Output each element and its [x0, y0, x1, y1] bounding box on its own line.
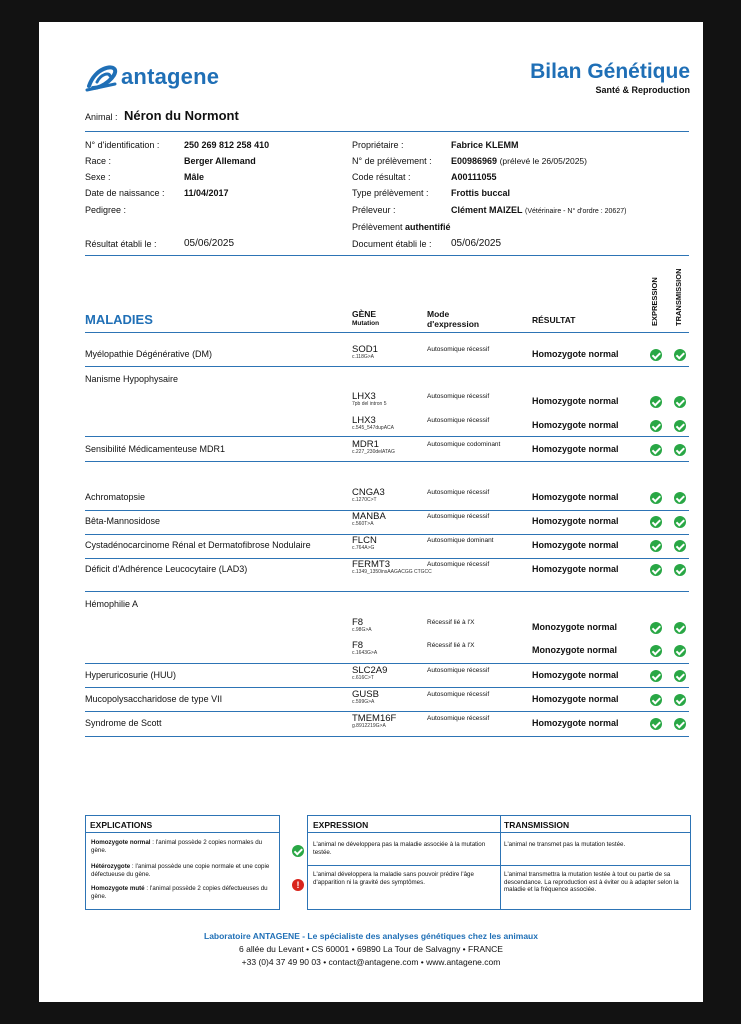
mutation-code: c.545_547dupACA: [352, 425, 394, 431]
result-value: Homozygote normal: [532, 492, 619, 502]
gene-name: LHX3: [352, 415, 376, 426]
row-divider: [85, 436, 689, 437]
expression-check-icon: [650, 645, 662, 657]
transmission-check-icon: [674, 718, 686, 730]
result-value: Homozygote normal: [532, 540, 619, 550]
disease-name: Nanisme Hypophysaire: [85, 374, 179, 384]
result-value: Monozygote normal: [532, 622, 617, 632]
info-label: N° de prélèvement :: [352, 156, 432, 166]
info-value: A00111055: [451, 172, 497, 182]
expression-check-icon: [650, 420, 662, 432]
info-label: Type prélèvement :: [352, 188, 429, 198]
divider: [85, 332, 689, 333]
expression-check-icon: [650, 492, 662, 504]
result-date: 05/06/2025: [184, 238, 235, 249]
mutation-code: c.118G>A: [352, 354, 375, 360]
expression-transmission-box: [307, 815, 691, 910]
expression-mode: Autosomique récessif: [427, 393, 490, 400]
expression-warn-text: L'animal développera la maladie sans pouvoir prédire l'âge d'apparition ni la gravité des symptômes.: [313, 871, 474, 886]
expression-mode: Autosomique récessif: [427, 346, 490, 353]
expression-mode: Autosomique récessif: [427, 691, 490, 698]
result-value: Homozygote normal: [532, 564, 619, 574]
expression-mode: Autosomique récessif: [427, 417, 490, 424]
disease-name: Hyperuricosurie (HUU): [85, 670, 177, 680]
info-label: Race :: [85, 156, 112, 166]
explications-title: EXPLICATIONS: [90, 820, 153, 830]
col-gene-header: GÈNE Mutation: [352, 309, 380, 327]
transmission-check-icon: [674, 645, 686, 657]
disease-name: Hémophilie A: [85, 599, 139, 609]
info-label: Code résultat :: [352, 172, 411, 182]
info-label: Sexe :: [85, 172, 111, 182]
expression-mode: Autosomique récessif: [427, 513, 490, 520]
disease-name: Achromatopsie: [85, 492, 146, 502]
gene-name: F8: [352, 617, 364, 628]
info-label: Date de naissance :: [85, 188, 165, 198]
footer-contact: +33 (0)4 37 49 90 03 • contact@antagene.com • www.antagene.com: [241, 957, 501, 967]
section-title: MALADIES: [85, 312, 153, 327]
transmission-ok-text: L'animal ne transmet pas la mutation testée.: [504, 841, 626, 848]
col-transmission-header: TRANSMISSION: [674, 268, 683, 326]
mutation-code: g.8912219G>A: [352, 723, 386, 729]
disease-name: Cystadénocarcinome Rénal et Dermatofibrose Nodulaire: [85, 540, 311, 550]
antagene-logo: [85, 62, 235, 96]
disease-name: Déficit d'Adhérence Leucocytaire (LAD3): [85, 564, 248, 574]
expression-check-icon: [650, 444, 662, 456]
info-value: 11/04/2017: [184, 188, 229, 198]
mutation-code: c.560T>A: [352, 521, 374, 527]
disease-name: Sensibilité Médicamenteuse MDR1: [85, 444, 226, 454]
transmission-check-icon: [674, 420, 686, 432]
brand-name: antagene: [121, 64, 220, 89]
explication-homozygote-mute: Homozygote muté : l'animal possède 2 copies défectueuses du gène.: [91, 885, 268, 900]
row-divider: [85, 366, 689, 367]
expression-check-icon: [650, 718, 662, 730]
report-subtitle: Santé & Reproduction: [595, 85, 690, 95]
result-value: Homozygote normal: [532, 694, 619, 704]
doc-date: 05/06/2025: [451, 238, 502, 249]
mutation-code: c.227_230delATAG: [352, 449, 395, 455]
transmission-warn-text: L'animal transmettra la mutation testée à tout ou partie de sa descendance. La reproduction est à éviter ou à adapter selon la maladie et la fréquence associée.: [504, 871, 679, 893]
expression-mode: Autosomique récessif: [427, 489, 490, 496]
warning-icon: !: [292, 879, 304, 891]
col-result-header: RÉSULTAT: [532, 315, 576, 325]
expression-mode: Récessif lié à l'X: [427, 619, 475, 626]
mutation-code: c.1349_1350insAAGACGG CTGCC: [352, 569, 432, 575]
result-value: Homozygote normal: [532, 444, 619, 454]
info-label: Pedigree :: [85, 205, 127, 215]
prelevement-status: Prélèvement authentifié: [352, 222, 451, 232]
transmission-check-icon: [674, 564, 686, 576]
gene-name: FLCN: [352, 535, 377, 546]
info-value: Frottis buccal: [451, 188, 511, 198]
expression-ok-text: L'animal ne développera pas la maladie associée à la mutation testée.: [313, 841, 486, 856]
report-title: Bilan Génétique: [530, 60, 690, 83]
gene-name: GUSB: [352, 689, 379, 700]
expression-mode: Autosomique récessif: [427, 715, 490, 722]
row-divider: [85, 591, 689, 592]
info-value: Mâle: [184, 172, 205, 182]
mutation-code: c.1643G>A: [352, 650, 378, 656]
antagene-logo-icon: [85, 62, 119, 92]
expression-mode: Récessif lié à l'X: [427, 642, 475, 649]
footer-tagline: Laboratoire ANTAGENE - Le spécialiste des analyses génétiques chez les animaux: [204, 931, 538, 941]
result-value: Homozygote normal: [532, 396, 619, 406]
gene-name: TMEM16F: [352, 713, 397, 724]
expression-check-icon: [650, 516, 662, 528]
disease-name: Bêta-Mannosidose: [85, 516, 161, 526]
explication-heterozygote: Hétérozygote : l'animal possède une copie normale et une copie défectueuse du gène.: [91, 863, 270, 878]
footer-address: 6 allée du Levant • CS 60001 • 69890 La Tour de Salvagny • FRANCE: [239, 944, 503, 954]
explication-homozygote-normal: Homozygote normal : l'animal possède 2 copies normales du gène.: [91, 839, 263, 854]
gene-name: CNGA3: [352, 487, 385, 498]
divider: [85, 255, 689, 256]
transmission-check-icon: [674, 540, 686, 552]
col-mode-header: Mode d'expression: [427, 309, 480, 329]
expression-check-icon: [650, 349, 662, 361]
transmission-check-icon: [674, 694, 686, 706]
expression-check-icon: [650, 396, 662, 408]
info-label: N° d'identification :: [85, 140, 160, 150]
gene-name: SLC2A9: [352, 665, 388, 676]
info-label: Préleveur :: [352, 205, 396, 215]
result-value: Homozygote normal: [532, 420, 619, 430]
col-expression-header: EXPRESSION: [650, 277, 659, 326]
result-value: Monozygote normal: [532, 645, 617, 655]
transmission-check-icon: [674, 349, 686, 361]
result-value: Homozygote normal: [532, 670, 619, 680]
transmission-check-icon: [674, 516, 686, 528]
ok-check-icon: [292, 845, 304, 857]
info-label: Propriétaire :: [352, 140, 404, 150]
mutation-code: c.599G>A: [352, 699, 375, 705]
info-value: Clément MAIZEL (Vétérinaire - N° d'ordre : 20627): [451, 205, 627, 215]
info-value: 250 269 812 258 410: [184, 140, 270, 150]
row-divider: [85, 663, 689, 664]
result-date-label: Résultat établi le :: [85, 239, 157, 249]
expression-mode: Autosomique codominant: [427, 441, 501, 448]
doc-date-label: Document établi le :: [352, 239, 432, 249]
transmission-check-icon: [674, 622, 686, 634]
transmission-check-icon: [674, 492, 686, 504]
row-divider: [85, 510, 689, 511]
expression-check-icon: [650, 540, 662, 552]
expression-mode: Autosomique récessif: [427, 561, 490, 568]
gene-name: LHX3: [352, 391, 376, 402]
gene-name: FERMT3: [352, 559, 390, 570]
transmission-check-icon: [674, 670, 686, 682]
report-page: [39, 22, 703, 1002]
expression-check-icon: [650, 670, 662, 682]
expression-check-icon: [650, 694, 662, 706]
info-value: E00986969 (prélevé le 26/05/2025): [451, 156, 587, 166]
mutation-code: 7pb del intron 5: [352, 401, 387, 407]
row-divider: [85, 736, 689, 737]
mutation-code: c.616C>T: [352, 675, 374, 681]
expression-check-icon: [650, 622, 662, 634]
disease-name: Mucopolysaccharidose de type VII: [85, 694, 223, 704]
gene-name: MANBA: [352, 511, 386, 522]
expression-mode: Autosomique dominant: [427, 537, 494, 544]
expression-mode: Autosomique récessif: [427, 667, 490, 674]
expression-check-icon: [650, 564, 662, 576]
animal-name: Néron du Normont: [124, 108, 239, 123]
result-value: Homozygote normal: [532, 718, 619, 728]
gene-name: F8: [352, 640, 364, 651]
row-divider: [85, 687, 689, 688]
explications-box: [85, 815, 280, 910]
animal-label: Animal :: [85, 112, 118, 122]
gene-name: MDR1: [352, 439, 379, 450]
disease-name: Syndrome de Scott: [85, 718, 162, 728]
transmission-check-icon: [674, 396, 686, 408]
disease-name: Myélopathie Dégénérative (DM): [85, 349, 213, 359]
result-value: Homozygote normal: [532, 349, 619, 359]
expression-title: EXPRESSION: [313, 820, 369, 830]
row-divider: [85, 461, 689, 462]
transmission-check-icon: [674, 444, 686, 456]
info-value: Berger Allemand: [184, 156, 256, 166]
gene-name: SOD1: [352, 344, 378, 355]
transmission-title: TRANSMISSION: [504, 820, 570, 830]
result-value: Homozygote normal: [532, 516, 619, 526]
mutation-code: c.764A>G: [352, 545, 375, 551]
row-divider: [85, 534, 689, 535]
mutation-code: c.98G>A: [352, 627, 372, 633]
divider: [85, 131, 689, 132]
row-divider: [85, 711, 689, 712]
mutation-code: c.1270C>T: [352, 497, 377, 503]
info-value: Fabrice KLEMM: [451, 140, 519, 150]
